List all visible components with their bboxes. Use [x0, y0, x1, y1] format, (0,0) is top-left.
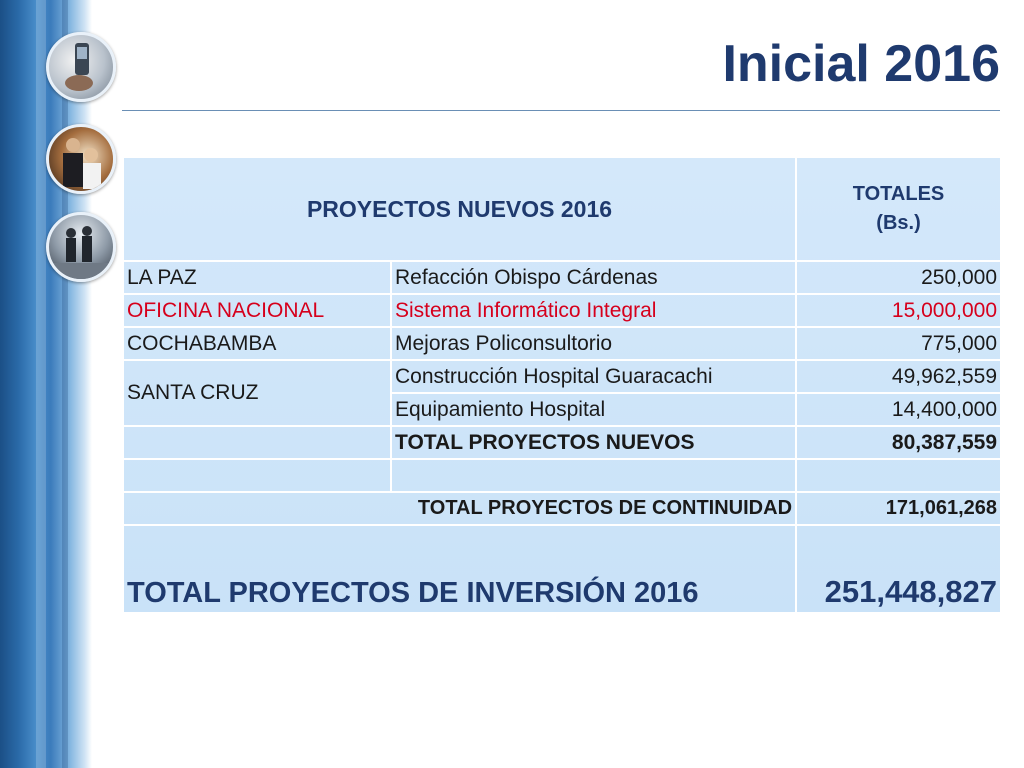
title-divider — [122, 110, 1000, 111]
total-new-amount: 80,387,559 — [796, 426, 1001, 459]
amount-cell: 49,962,559 — [796, 360, 1001, 393]
page-title: Inicial 2016 — [722, 35, 1000, 93]
investment-table — [122, 156, 1002, 614]
header-projects: PROYECTOS NUEVOS 2016 — [123, 157, 796, 261]
total-new-label: TOTAL PROYECTOS NUEVOS — [391, 426, 796, 459]
total-new-row — [123, 426, 1001, 459]
project-cell: Construcción Hospital Guaracachi — [391, 360, 796, 393]
empty-cell — [123, 459, 391, 492]
empty-row — [123, 459, 1001, 492]
total-continuity-row — [123, 492, 1001, 525]
dept-cell: LA PAZ — [123, 261, 391, 294]
table-row — [123, 294, 1001, 327]
dept-cell: SANTA CRUZ — [123, 360, 391, 426]
header-totals-unit: (Bs.) — [876, 212, 921, 234]
table-header-row — [123, 157, 1001, 261]
total-investment-amount: 251,448,827 — [796, 525, 1001, 613]
total-continuity-amount: 171,061,268 — [796, 492, 1001, 525]
header-totals — [796, 157, 1001, 261]
walking-people-photo-icon — [46, 212, 116, 282]
amount-cell: 250,000 — [796, 261, 1001, 294]
amount-cell: 14,400,000 — [796, 393, 1001, 426]
table-row — [123, 261, 1001, 294]
phone-photo-icon — [46, 32, 116, 102]
total-investment-row — [123, 525, 1001, 613]
sidebar-stripe-dark — [62, 0, 68, 768]
empty-cell — [796, 459, 1001, 492]
sidebar-decoration — [0, 0, 92, 768]
sidebar-stripe — [36, 0, 46, 768]
project-cell: Refacción Obispo Cárdenas — [391, 261, 796, 294]
dept-cell: OFICINA NACIONAL — [123, 294, 391, 327]
total-investment-label: TOTAL PROYECTOS DE INVERSIÓN 2016 — [123, 525, 796, 613]
header-totals-label: TOTALES — [852, 183, 945, 205]
table-row — [123, 360, 1001, 393]
business-people-photo-icon — [46, 124, 116, 194]
empty-cell — [123, 426, 391, 459]
dept-cell: COCHABAMBA — [123, 327, 391, 360]
amount-cell: 15,000,000 — [796, 294, 1001, 327]
table-row — [123, 327, 1001, 360]
total-continuity-label: TOTAL PROYECTOS DE CONTINUIDAD — [123, 492, 796, 525]
empty-cell — [391, 459, 796, 492]
project-cell: Equipamiento Hospital — [391, 393, 796, 426]
project-cell: Sistema Informático Integral — [391, 294, 796, 327]
amount-cell: 775,000 — [796, 327, 1001, 360]
project-cell: Mejoras Policonsultorio — [391, 327, 796, 360]
